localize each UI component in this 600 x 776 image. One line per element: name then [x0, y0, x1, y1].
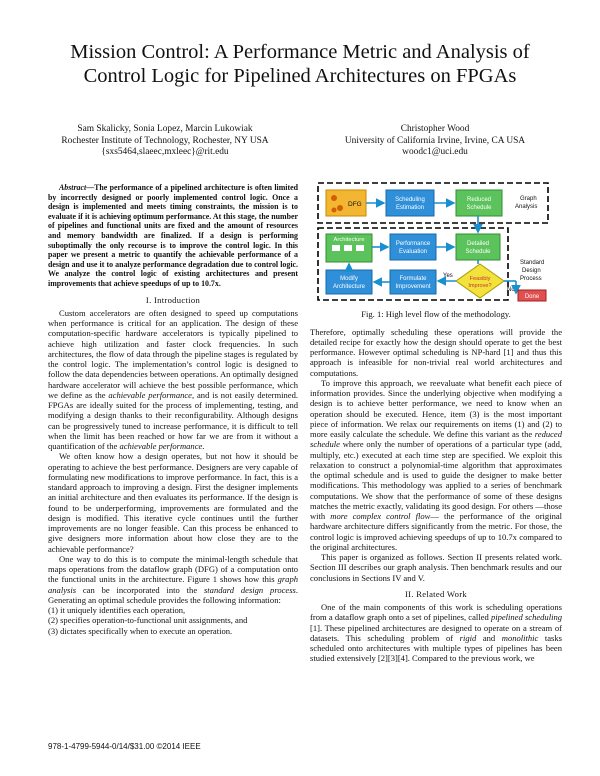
graph-analysis-label-1: Graph: [520, 196, 537, 202]
author-names: Christopher Wood: [400, 124, 470, 134]
sched-est-label-2: Estimation: [395, 205, 425, 211]
author-block-right: [310, 124, 560, 159]
formulate-improvement-box: [390, 270, 436, 294]
list-item: (3) dictates specifically when to execute an operation.: [48, 625, 233, 636]
paragraph: To improve this approach, we reevaluate what benefit each piece of information provides. Since the underlying objective when modifying a design is to achieve better performance, we need to know when an operation should be executed. Hence, item (3) is the most important piece of information. We relax our requirements on items (1) and (2) to more easily calculate the schedule. We define this variant as the reduced schedule where only the number of operations of a particular type (add, multiply, etc.) executed at each time step are specified. We exploit this relaxation to construct a polynomial-time algorithm that approximates the optimal schedule and is used to guide the designer to make better modifications. This methodology was applied to a series of benchmark computations. We show that the performance of some of these designs matches the metric exactly, validating its good design. For others —those with more complex control flow— the performance of the original hardware architecture differs significantly from the metric. For those, the control logic is improved achieving speedups of up to 10.7x compared to the original architectures.: [310, 377, 563, 552]
author-names: Sam Skalicky, Sonia Lopez, Marcin Lukowiak: [77, 124, 253, 134]
paper-title: [0, 40, 600, 88]
reduced-label-1: Reduced: [466, 197, 492, 203]
right-column: [310, 178, 562, 664]
paragraph: Custom accelerators are often designed to speed up computations when performance is critical for an application. The design of these computation-specific hardware accelerators is typically pipelined to achieve high utilization and faster clock frequencies. In such architectures, the flow of data through the pipeline stages is regulated by the control logic. The implementation’s control logic is designed to follow the data dependencies between operations. An optimally designed hardware accelerator will achieve the best possible performance, which we define as the achievable performance, and is not easily determined. FPGAs are ideally suited for the process of implementing, testing, and modifying a design thanks to their reconfigurability. Although designs can be progressively tuned to increase performance, it is difficult to tell when the limit has been reached or how far we are from it without a quantification of the achievable performance.: [48, 307, 298, 452]
dfg-label: DFG: [348, 201, 362, 208]
standard-label-3: Process: [520, 276, 542, 282]
paragraph: One way to do this is to compute the minimal-length schedule that maps operations from the dataflow graph (DFG) of a computation onto the functional units in the architecture. Figure 1 shows how this graph analysis can be incorporated into the standard design process. Generating an optimal schedule provides the following information:: [48, 553, 298, 605]
paragraph: Therefore, optimally scheduling these operations will provide the detailed recipe for exactly how the design should operate to get the best performance. However optimal scheduling is NP-hard [1] and thus this approach is infeasible for non-trivial real world architectures and computations.: [310, 326, 562, 378]
reduced-label-2: Schedule: [466, 205, 492, 211]
left-column: [48, 183, 298, 636]
feasibly-label-1: Feasibly: [469, 276, 491, 282]
list-item: (2) specifies operation-to-functional unit assignments, and: [48, 615, 248, 626]
paragraph: This paper is organized as follows. Section II presents related work. Section III describes our graph analysis. Then benchmark results and our conclusions in Sections IV and V.: [310, 552, 562, 583]
modify-label-1: Modify: [340, 276, 358, 282]
figure-caption: Fig. 1: High level flow of the methodology.: [361, 309, 511, 320]
architecture-label: Architecture: [333, 237, 365, 243]
formulate-label-1: Formulate: [399, 276, 427, 282]
title-line-1: Mission Control: A Performance Metric and Analysis of: [70, 41, 530, 63]
author-email: {sxs5464,slaeec,mxleec}@rit.edu: [101, 147, 229, 158]
detailed-label-2: Schedule: [465, 249, 491, 255]
reduced-schedule-box: [456, 190, 502, 216]
copyright-footer: 978-1-4799-5944-0/14/$31.00 ©2014 IEEE: [48, 742, 201, 751]
formulate-label-2: Improvement: [395, 284, 431, 290]
standard-label-2: Design: [522, 268, 541, 274]
title-line-2: Control Logic for Pipelined Architectures on FPGAs: [83, 65, 517, 87]
perf-eval-label-1: Performance: [395, 241, 431, 247]
done-label: Done: [524, 294, 540, 300]
scheduling-estimation-box: [386, 190, 434, 216]
abstract-text: —The performance of a pipelined architecture is often limited by incorrectly designed or poorly implemented control logic. Once a design is implemented and meets timing constraints, the mission is to evaluate if it is achieving optimum performance. At this stage, the number of pipelines and functional units are fixed and the amount of resources and memory bandwidth are finalized. If a design is performing suboptimally the only recourse is to improve the control logic. In this paper we present a metric to quantify the achievable performance of a design and use it to analyze performance degradation due to control logic. We analyze the control logic of existing architectures and present improvements that achieve speedups of up to 10.7x.: [48, 183, 298, 288]
performance-evaluation-box: [390, 234, 436, 260]
author-affiliation: Rochester Institute of Technology, Rochester, NY USA: [61, 135, 269, 146]
detailed-schedule-box: [456, 234, 500, 260]
standard-label-1: Standard: [520, 260, 545, 266]
modify-architecture-box: [326, 270, 372, 294]
section-heading-related-work: II. Related Work: [405, 588, 467, 599]
sched-est-label-1: Scheduling: [395, 197, 425, 203]
graph-analysis-label-2: Analysis: [515, 204, 538, 210]
modify-label-2: Architecture: [332, 284, 366, 290]
methodology-flow-figure: [310, 178, 562, 303]
paragraph: We often know how a design operates, but not how it should be operating to achieve the best performance. Designers are very capable of formulating new modifications to improve performance. In fact, this is a standard approach to improving a design. First the designer implements an initial architecture and then evaluates its performance. If the design is found to be underperforming, improvements are formulated and the design is modified. This iterative cycle continues until the further improvements are no longer feasible. Can this process be enhanced to give designers more information about how close they are to the achievable performance?: [48, 451, 298, 554]
abstract-lead: Abstract: [59, 183, 87, 192]
no-label: No: [507, 287, 515, 293]
author-block-left: [40, 124, 290, 159]
author-email: woodc1@uci.edu: [402, 147, 468, 158]
paragraph: One of the main components of this work is scheduling operations from a dataflow graph onto a set of pipelines, called pipelined scheduling [1]. These pipelined architectures are designed to operate on a stream of datasets. This scheduling problem of rigid and monolithic tasks scheduled onto architectures with multiple types of pipelines has been studied extensively [2][3][4]. Compared to the previous work, we: [310, 602, 562, 664]
author-affiliation: University of California Irvine, Irvine, CA USA: [344, 135, 526, 146]
feasibly-label-2: Improve?: [468, 283, 492, 289]
detailed-label-1: Detailed: [466, 241, 490, 247]
abstract: [48, 183, 298, 289]
list-item: (1) it uniquely identifies each operation,: [48, 605, 186, 616]
perf-eval-label-2: Evaluation: [398, 249, 428, 255]
section-heading-introduction: I. Introduction: [145, 294, 201, 305]
yes-label: Yes: [443, 273, 453, 279]
